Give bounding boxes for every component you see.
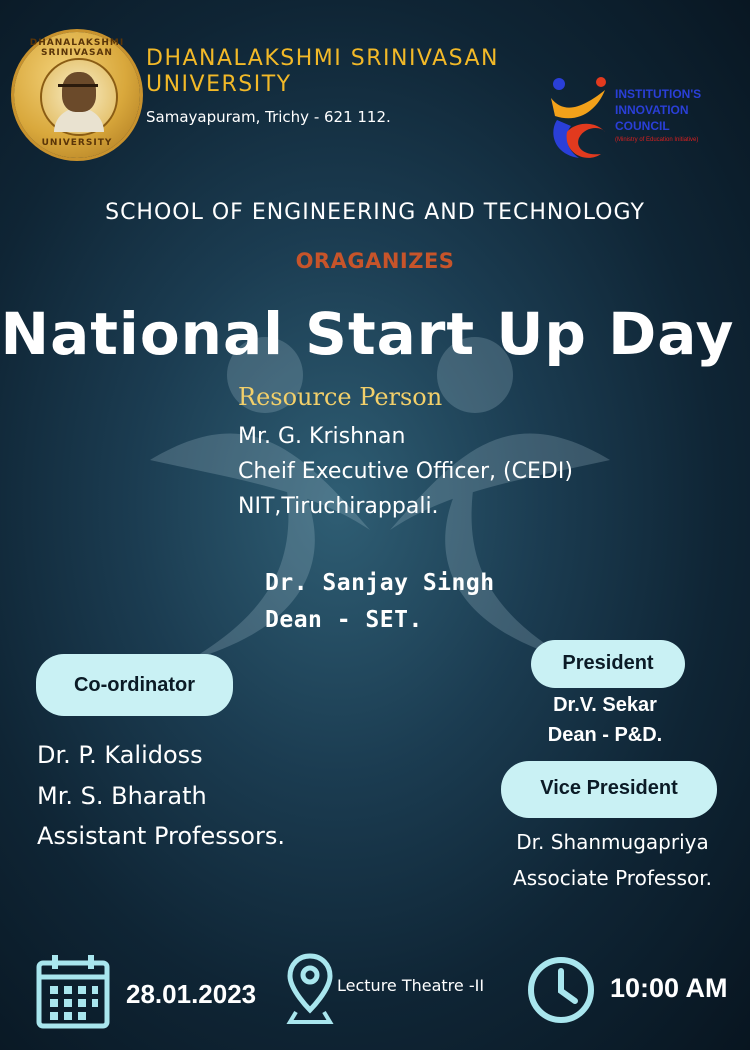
event-date: 28.01.2023 <box>126 979 257 1009</box>
iic-subtitle: (Ministry of Education Initiative) <box>615 137 699 143</box>
resource-person-label: Resource Person <box>238 383 443 411</box>
organizes-label: ORAGANIZES <box>295 249 455 273</box>
coordinator-badge: Co-ordinator <box>36 654 233 716</box>
university-address: Samayapuram, Trichy - 621 112. <box>146 108 391 126</box>
coordinator-line: Mr. S. Bharath <box>37 782 207 810</box>
president-line: Dean - P&D. <box>547 724 663 746</box>
seal-text-bottom: UNIVERSITY <box>41 138 113 148</box>
calendar-icon <box>36 953 110 1029</box>
location-pin-icon <box>286 952 334 1026</box>
university-name-line1: DHANALAKSHMI SRINIVASAN <box>146 46 500 71</box>
event-venue: Lecture Theatre -II <box>337 976 485 995</box>
iic-line2: INNOVATION <box>615 103 689 117</box>
event-time: 10:00 AM <box>610 973 728 1003</box>
coordinator-line: Assistant Professors. <box>37 822 285 850</box>
dean-name: Dr. Sanjay Singh <box>265 570 495 596</box>
iic-title <box>615 86 750 134</box>
coordinator-line: Dr. P. Kalidoss <box>37 741 203 769</box>
iic-line1: INSTITUTION'S <box>615 87 702 101</box>
resource-person-org: NIT,Tiruchirappali. <box>238 494 439 519</box>
vice-president-line: Associate Professor. <box>513 866 712 890</box>
portrait-glasses <box>58 84 98 95</box>
university-seal-logo <box>14 32 140 158</box>
seal-portrait <box>40 58 118 136</box>
university-name-line2: UNIVERSITY <box>146 72 292 97</box>
president-badge: President <box>531 640 685 688</box>
iic-line3: COUNCIL <box>615 119 670 133</box>
university-name <box>146 46 566 98</box>
seal-text-top: DHANALAKSHMI SRINIVASAN <box>29 38 125 58</box>
resource-person-name: Mr. G. Krishnan <box>238 424 406 449</box>
resource-person-role: Cheif Executive Officer, (CEDI) <box>238 459 573 484</box>
iic-logo <box>545 76 613 166</box>
event-title: National Start Up Day <box>0 300 735 368</box>
school-name: SCHOOL OF ENGINEERING AND TECHNOLOGY <box>105 200 645 225</box>
vice-president-line: Dr. Shanmugapriya <box>516 830 709 854</box>
president-line: Dr.V. Sekar <box>553 694 657 716</box>
clock-icon <box>526 955 596 1025</box>
dean-title: Dean - SET. <box>265 607 423 633</box>
vice-president-badge: Vice President <box>501 761 717 818</box>
